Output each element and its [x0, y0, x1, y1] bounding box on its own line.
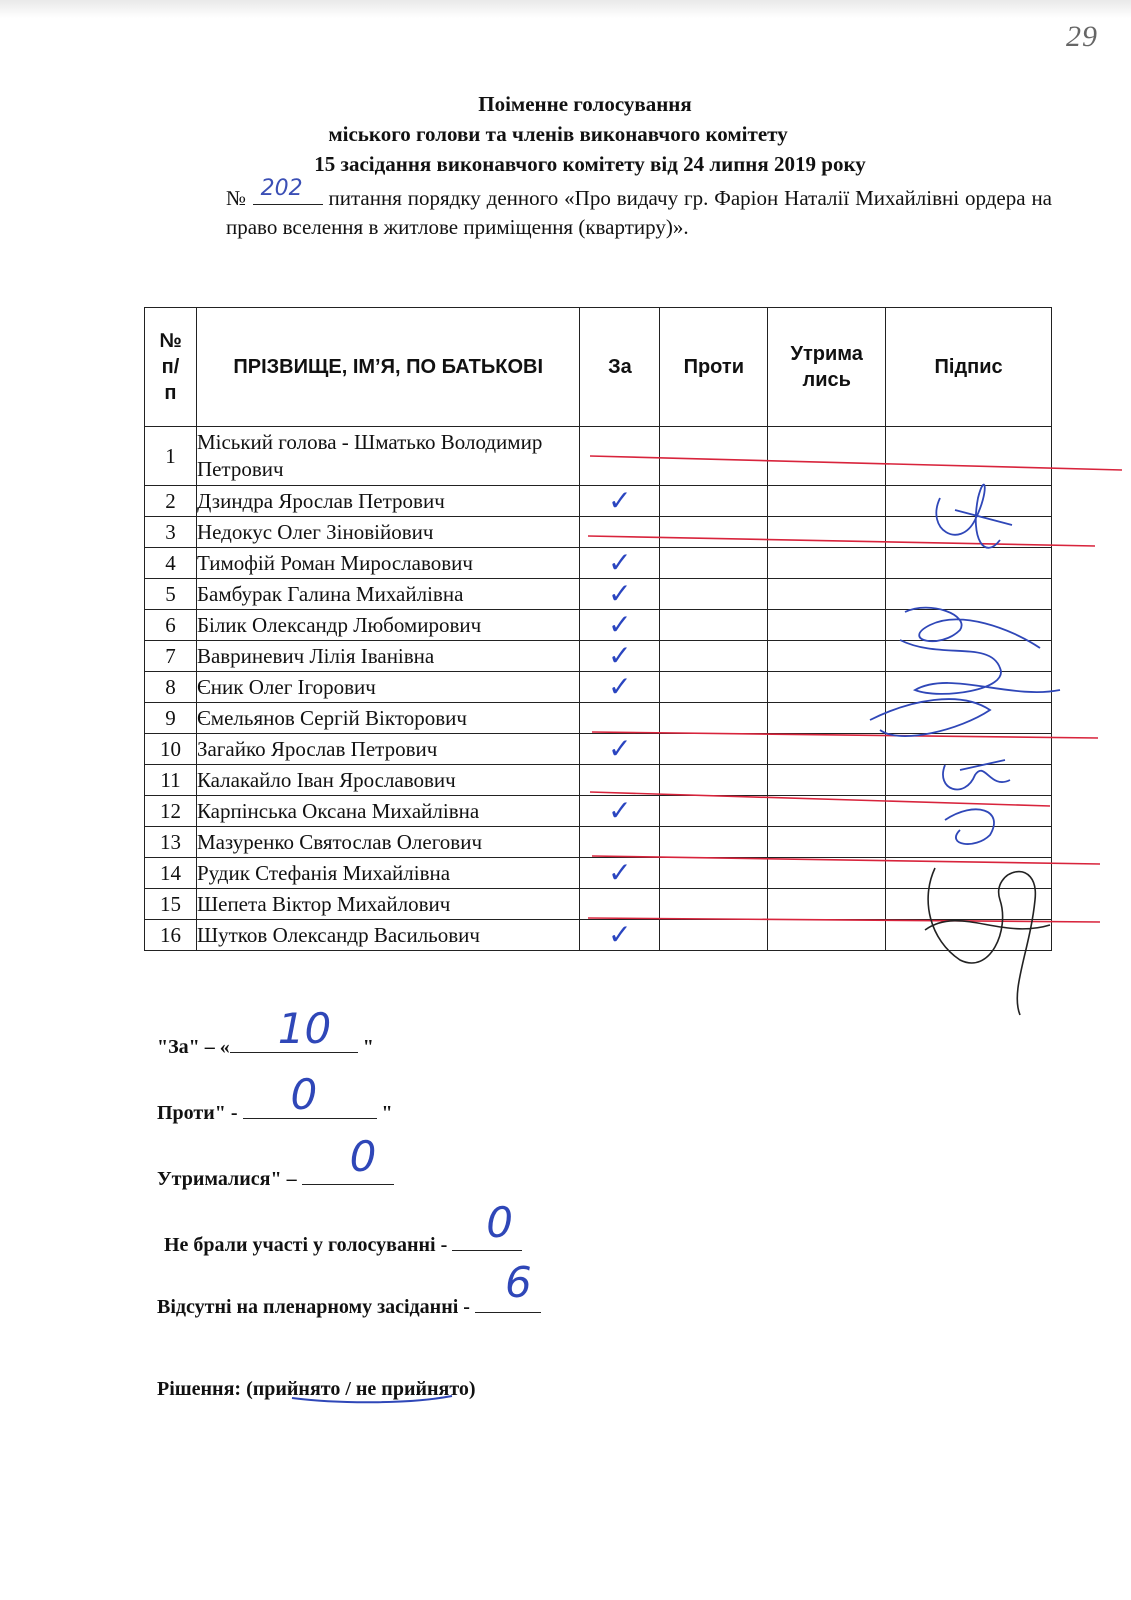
row-abstained: [768, 858, 886, 889]
tally-against-close: ": [376, 1102, 393, 1124]
table-row: [145, 579, 1052, 610]
row-against: [660, 641, 768, 672]
row-name: Вавриневич Лілія Іванівна: [196, 641, 580, 672]
table-row: [145, 548, 1052, 579]
decision-accepted: прийнято: [252, 1378, 341, 1400]
row-signature: [886, 920, 1052, 951]
tally-for-value: 10: [277, 1004, 332, 1053]
row-signature: [886, 765, 1052, 796]
row-for: [580, 517, 660, 548]
row-name: Мазуренко Святослав Олегович: [196, 827, 580, 858]
row-abstained: [768, 548, 886, 579]
row-name: Тимофій Роман Мирославович: [196, 548, 580, 579]
check-mark-icon: ✓: [608, 577, 632, 610]
row-against: [660, 889, 768, 920]
row-abstained: [768, 703, 886, 734]
row-abstained: [768, 486, 886, 517]
row-for: [580, 920, 660, 951]
check-mark-icon: ✓: [608, 670, 632, 703]
tally-absent-blank: [475, 1258, 541, 1313]
tally-for-label: "За" – «: [157, 1036, 230, 1058]
table-row: [145, 427, 1052, 486]
table-row: [145, 672, 1052, 703]
row-for: [580, 486, 660, 517]
header-num: № п/ п: [145, 308, 197, 427]
row-name: Загайко Ярослав Петрович: [196, 734, 580, 765]
row-number: 4: [145, 548, 197, 579]
decision: [157, 1378, 476, 1401]
check-mark-icon: ✓: [608, 639, 632, 672]
row-against: [660, 827, 768, 858]
row-for: [580, 579, 660, 610]
header-name: ПРІЗВИЩЕ, ІМ’Я, ПО БАТЬКОВІ: [196, 308, 580, 427]
agenda-number-blank: [253, 176, 323, 205]
row-for: [580, 672, 660, 703]
tally-absent: [157, 1258, 541, 1319]
table-row: [145, 858, 1052, 889]
row-for: [580, 548, 660, 579]
row-abstained: [768, 610, 886, 641]
header-signature: Підпис: [886, 308, 1052, 427]
agenda-item: [226, 176, 1053, 242]
row-for: [580, 703, 660, 734]
row-name: Карпінська Оксана Михайлівна: [196, 796, 580, 827]
row-number: 1: [145, 427, 197, 486]
tally-for-close: ": [357, 1036, 374, 1058]
table-row: [145, 610, 1052, 641]
row-name: Шутков Олександр Васильович: [196, 920, 580, 951]
check-mark-icon: ✓: [608, 732, 632, 765]
table-row: [145, 734, 1052, 765]
row-number: 2: [145, 486, 197, 517]
row-against: [660, 703, 768, 734]
table-row: [145, 889, 1052, 920]
row-signature: [886, 827, 1052, 858]
row-signature: [886, 672, 1052, 703]
tally-for-blank: [230, 1004, 358, 1053]
doc-title-line2: міського голови та членів виконавчого комітету: [328, 122, 788, 146]
row-against: [660, 517, 768, 548]
row-against: [660, 672, 768, 703]
row-abstained: [768, 796, 886, 827]
check-mark-icon: ✓: [608, 608, 632, 641]
row-number: 8: [145, 672, 197, 703]
row-number: 7: [145, 641, 197, 672]
row-against: [660, 858, 768, 889]
row-name: Єник Олег Ігорович: [196, 672, 580, 703]
row-number: 16: [145, 920, 197, 951]
row-number: 13: [145, 827, 197, 858]
table-row: [145, 796, 1052, 827]
row-against: [660, 548, 768, 579]
table-row: [145, 703, 1052, 734]
row-signature: [886, 796, 1052, 827]
header-for: За: [580, 308, 660, 427]
row-name: Недокус Олег Зіновійович: [196, 517, 580, 548]
tally-abstained-blank: [302, 1132, 394, 1185]
row-number: 12: [145, 796, 197, 827]
row-abstained: [768, 889, 886, 920]
decision-separator: /: [340, 1378, 356, 1400]
row-abstained: [768, 427, 886, 486]
row-name: Міський голова - Шматько Володимир Петрович: [196, 427, 580, 486]
row-number: 15: [145, 889, 197, 920]
row-abstained: [768, 672, 886, 703]
tally-abstained-label: Утрималися" –: [157, 1168, 302, 1190]
table-row: [145, 827, 1052, 858]
row-abstained: [768, 920, 886, 951]
check-mark-icon: ✓: [608, 856, 632, 889]
row-signature: [886, 641, 1052, 672]
tally-absent-label: Відсутні на пленарному засіданні -: [157, 1296, 475, 1318]
tally-not-voted-blank: [452, 1198, 522, 1251]
tally-absent-value: 6: [504, 1258, 532, 1307]
doc-title-line3: 15 засідання виконавчого комітету від 24 липня 2019 року: [314, 152, 866, 176]
table-row: [145, 920, 1052, 951]
tally-abstained-value: 0: [349, 1132, 377, 1181]
row-name: Калакайло Іван Ярославович: [196, 765, 580, 796]
row-for: [580, 858, 660, 889]
scan-edge: [0, 0, 1131, 18]
row-name: Ємельянов Сергій Вікторович: [196, 703, 580, 734]
row-signature: [886, 579, 1052, 610]
row-signature: [886, 734, 1052, 765]
row-against: [660, 734, 768, 765]
row-for: [580, 734, 660, 765]
decision-label: Рішення: (: [157, 1378, 253, 1400]
decision-close: ): [468, 1378, 476, 1400]
row-number: 10: [145, 734, 197, 765]
tally-against-value: 0: [290, 1070, 318, 1119]
tally-abstained: [157, 1132, 394, 1191]
tally-not-voted: [164, 1198, 522, 1257]
check-mark-icon: ✓: [608, 918, 632, 951]
row-against: [660, 920, 768, 951]
header-against: Проти: [660, 308, 768, 427]
row-name: Білик Олександр Любомирович: [196, 610, 580, 641]
tally-not-voted-label: Не брали участі у голосуванні -: [164, 1234, 453, 1256]
row-against: [660, 610, 768, 641]
row-abstained: [768, 827, 886, 858]
tally-not-voted-value: 0: [486, 1198, 513, 1247]
row-signature: [886, 610, 1052, 641]
check-mark-icon: ✓: [608, 794, 632, 827]
agenda-text: питання порядку денного «Про видачу гр. Фаріон Наталії Михайлівні ордера на право вселення в житлове приміщення (квартиру)».: [226, 186, 1053, 239]
row-for: [580, 427, 660, 486]
table-header-row: [145, 308, 1052, 427]
vote-table: [144, 307, 1052, 951]
row-against: [660, 579, 768, 610]
check-mark-icon: ✓: [608, 546, 632, 579]
check-mark-icon: ✓: [608, 484, 632, 517]
table-row: [145, 765, 1052, 796]
doc-title-line1: Поіменне голосування: [478, 92, 692, 116]
row-against: [660, 486, 768, 517]
row-name: Дзиндра Ярослав Петрович: [196, 486, 580, 517]
row-abstained: [768, 641, 886, 672]
row-number: 9: [145, 703, 197, 734]
table-row: [145, 641, 1052, 672]
row-against: [660, 765, 768, 796]
row-name: Бамбурак Галина Михайлівна: [196, 579, 580, 610]
row-abstained: [768, 517, 886, 548]
table-row: [145, 517, 1052, 548]
row-name: Рудик Стефанія Михайлівна: [196, 858, 580, 889]
row-signature: [886, 486, 1052, 517]
row-for: [580, 827, 660, 858]
row-signature: [886, 889, 1052, 920]
tally-against-label: Проти" -: [157, 1102, 243, 1124]
page-number: 29: [1066, 20, 1098, 53]
row-for: [580, 889, 660, 920]
row-against: [660, 796, 768, 827]
row-signature: [886, 548, 1052, 579]
row-number: 14: [145, 858, 197, 889]
row-signature: [886, 703, 1052, 734]
row-signature: [886, 858, 1052, 889]
tally-against-blank: [243, 1070, 377, 1119]
row-number: 11: [145, 765, 197, 796]
row-abstained: [768, 734, 886, 765]
header-abstained: Утрима лись: [768, 308, 886, 427]
agenda-prefix: №: [226, 186, 247, 210]
row-for: [580, 765, 660, 796]
row-for: [580, 796, 660, 827]
row-abstained: [768, 765, 886, 796]
row-abstained: [768, 579, 886, 610]
row-against: [660, 427, 768, 486]
row-number: 5: [145, 579, 197, 610]
decision-rejected: не прийнято: [355, 1378, 469, 1400]
row-signature: [886, 517, 1052, 548]
table-row: [145, 486, 1052, 517]
tally-against: [157, 1070, 393, 1125]
row-number: 3: [145, 517, 197, 548]
row-number: 6: [145, 610, 197, 641]
tally-for: [157, 1004, 374, 1059]
row-name: Шепета Віктор Михайлович: [196, 889, 580, 920]
row-signature: [886, 427, 1052, 486]
agenda-number-handwritten: 202: [260, 176, 303, 201]
row-for: [580, 641, 660, 672]
row-for: [580, 610, 660, 641]
